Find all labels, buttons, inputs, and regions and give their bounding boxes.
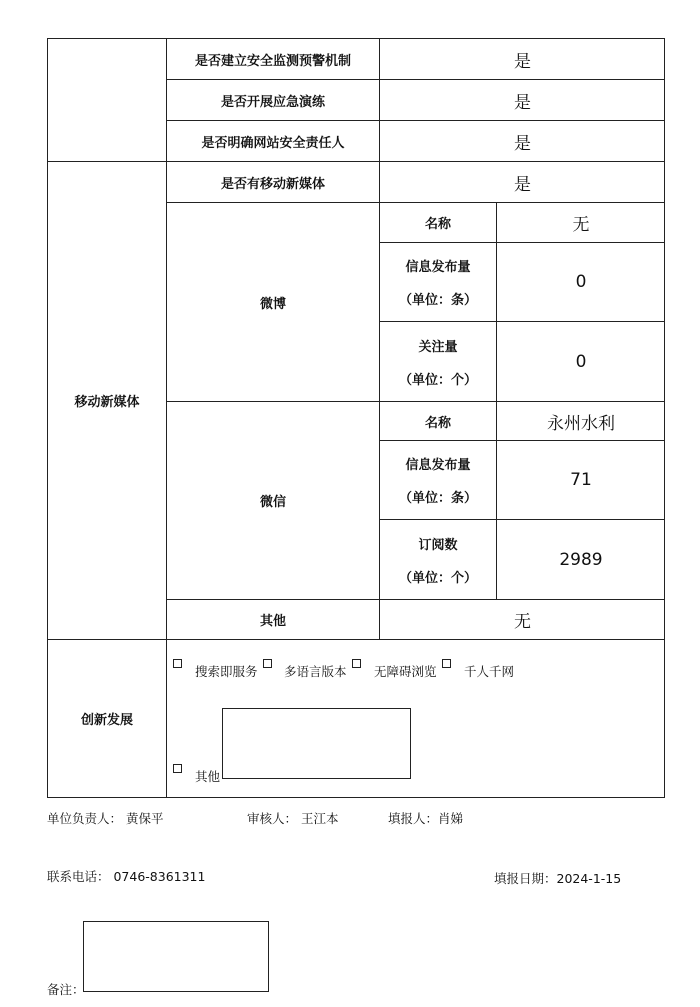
weibo-posts-unit: （单位：条） — [398, 293, 477, 308]
weibo-label: 微博 — [259, 296, 286, 312]
filler-text: 填报人：肖娣 — [388, 811, 464, 826]
has-media-value: 是 — [514, 174, 531, 195]
search-service-checkbox[interactable] — [173, 659, 182, 668]
wechat-name-label: 名称 — [424, 415, 451, 431]
wechat-name-value: 永州水利 — [547, 413, 615, 434]
weibo-posts-value: 0 — [575, 272, 587, 292]
multilingual-label: 多语言版本 — [284, 664, 347, 679]
other-media-value: 无 — [514, 612, 531, 632]
wechat-subscribers-label — [380, 520, 496, 599]
weibo-name-value: 无 — [572, 215, 590, 235]
search-service-label: 搜索即服务 — [195, 664, 258, 679]
weibo-followers-title: 关注量 — [418, 339, 458, 355]
has-media-label: 是否有移动新媒体 — [220, 176, 325, 192]
drill-value: 是 — [514, 92, 531, 113]
monitoring-value: 是 — [514, 51, 531, 72]
wechat-posts-unit: （单位：条） — [398, 491, 477, 506]
weibo-followers-unit: （单位：个） — [398, 372, 477, 388]
date-text: 填报日期：2024-1-15 — [494, 871, 622, 886]
wechat-subscribers-title: 订阅数 — [418, 537, 458, 553]
accessibility-checkbox[interactable] — [352, 659, 361, 668]
weibo-name-label: 名称 — [424, 217, 451, 232]
phone-text: 联系电话： 0746-8361311 — [47, 869, 206, 884]
personalized-label: 千人千网 — [464, 664, 515, 679]
wechat-posts-value: 71 — [570, 470, 592, 490]
innovation-section-label: 创新发展 — [80, 713, 133, 728]
mobile-media-section-label: 移动新媒体 — [74, 395, 140, 410]
wechat-posts-title: 信息发布量 — [405, 458, 471, 473]
other-innovation-checkbox[interactable] — [173, 764, 182, 773]
weibo-posts-title: 信息发布量 — [405, 260, 471, 275]
accessibility-label: 无障碍浏览 — [374, 664, 437, 679]
reviewer-text: 审核人： 王江本 — [247, 811, 339, 826]
other-innovation-input[interactable] — [222, 708, 411, 779]
remarks-label: 备注： — [47, 982, 85, 997]
leader-text: 单位负责人： 黄保平 — [47, 811, 164, 826]
responsible-value: 是 — [514, 133, 531, 154]
wechat-subscribers-unit: （单位：个） — [398, 570, 477, 586]
weibo-followers-value: 0 — [575, 351, 587, 372]
remarks-box[interactable] — [83, 921, 269, 992]
wechat-posts-label — [380, 441, 496, 519]
other-innovation-label: 其他 — [195, 769, 221, 784]
other-media-label: 其他 — [259, 614, 286, 629]
monitoring-label: 是否建立安全监测预警机制 — [194, 53, 351, 69]
responsible-label: 是否明确网站安全责任人 — [201, 135, 345, 151]
wechat-label: 微信 — [259, 495, 286, 510]
drill-label: 是否开展应急演练 — [220, 94, 325, 110]
multilingual-checkbox[interactable] — [263, 659, 272, 668]
personalized-checkbox[interactable] — [442, 659, 451, 668]
wechat-subscribers-value: 2989 — [559, 549, 603, 570]
weibo-followers-label — [380, 322, 496, 401]
weibo-posts-label — [380, 243, 496, 321]
